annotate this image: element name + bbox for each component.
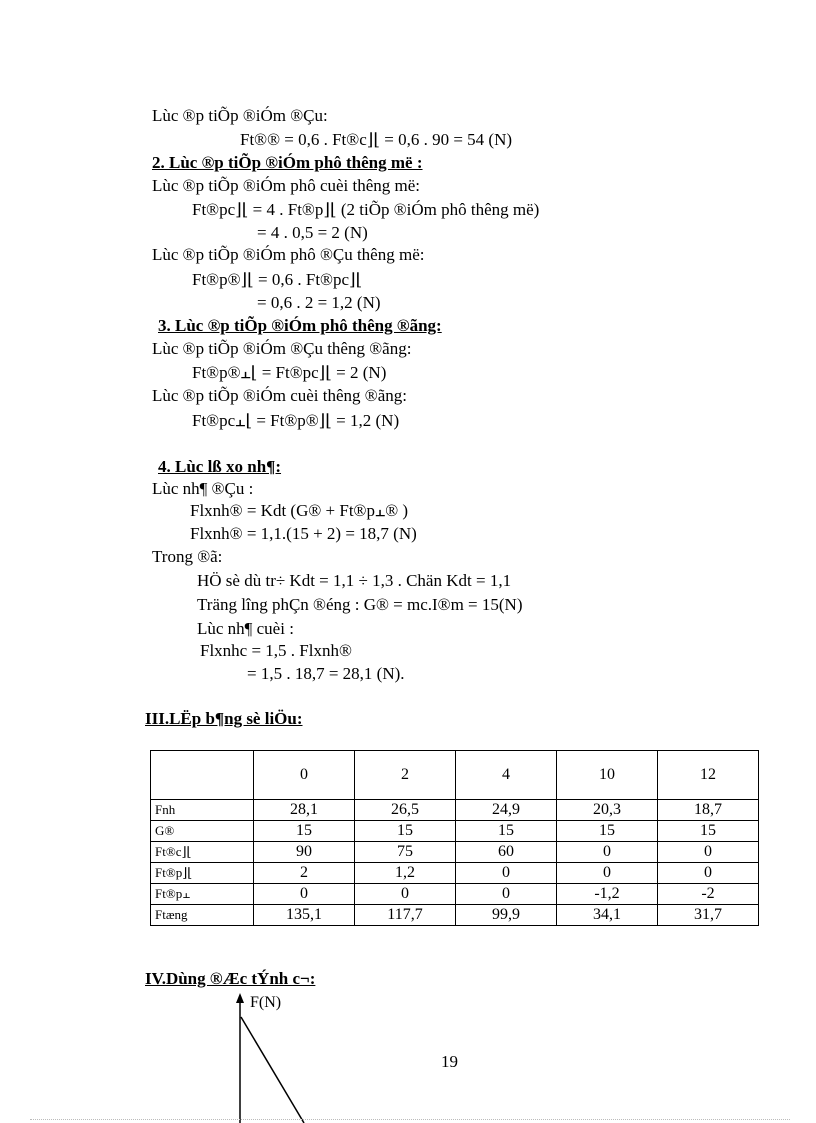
table-header-cell: 2 — [355, 751, 456, 800]
row-label: Ft®p⌋⌊ — [151, 863, 254, 884]
table-cell: 24,9 — [456, 800, 557, 821]
table-header-cell: 0 — [254, 751, 355, 800]
table-header-cell: 4 — [456, 751, 557, 800]
row-label: G® — [151, 821, 254, 842]
table-cell: 60 — [456, 842, 557, 863]
table-header-cell: 10 — [557, 751, 658, 800]
divider — [30, 1119, 790, 1120]
page-number: 19 — [441, 1052, 458, 1071]
table-header-cell: 12 — [658, 751, 759, 800]
text-line: Trong ®ã: — [152, 547, 223, 566]
table-cell: 0 — [355, 884, 456, 905]
table-cell: 0 — [658, 863, 759, 884]
table-row — [151, 842, 759, 863]
table-cell: 135,1 — [254, 905, 355, 926]
row-label: Ftæng — [151, 905, 254, 926]
table-header-cell — [151, 751, 254, 800]
table-cell: 15 — [254, 821, 355, 842]
table-row — [151, 905, 759, 926]
formula-line: Ft®pc⫠⌊ = Ft®p®⌋⌊ = 1,2 (N) — [192, 411, 400, 430]
table-cell: 28,1 — [254, 800, 355, 821]
table-row — [151, 821, 759, 842]
row-label: Ft®c⌋⌊ — [151, 842, 254, 863]
table-cell: -1,2 — [557, 884, 658, 905]
text-line: Lùc ®p tiÕp ®iÓm ®Çu thêng ®ãng: — [152, 339, 412, 358]
table-row — [151, 884, 759, 905]
table-cell: -2 — [658, 884, 759, 905]
table-row — [151, 863, 759, 884]
table-cell: 15 — [658, 821, 759, 842]
formula-line: = 0,6 . 2 = 1,2 (N) — [257, 293, 381, 312]
text-line: Lùc nh¶ cuèi : — [197, 619, 294, 638]
text-line: Lùc ®p tiÕp ®iÓm phô cuèi thêng më: — [152, 176, 421, 195]
y-axis-label: F(N) — [250, 994, 282, 1011]
table-cell: 15 — [456, 821, 557, 842]
table-cell: 0 — [254, 884, 355, 905]
formula-line: Ft®p®⌋⌊ = 0,6 . Ft®pc⌋⌊ — [192, 270, 363, 289]
table-cell: 117,7 — [355, 905, 456, 926]
table-header-row — [151, 751, 759, 800]
table-cell: 1,2 — [355, 863, 456, 884]
table-cell: 99,9 — [456, 905, 557, 926]
section-heading: 2. Lùc ®p tiÕp ®iÓm phô thêng më : — [152, 153, 423, 172]
arrow-up-icon — [236, 993, 244, 1003]
section-heading: 4. Lùc lß xo nh¶: — [158, 457, 282, 476]
force-graph — [230, 990, 320, 1123]
text-line: Lùc ®p tiÕp ®iÓm ®Çu: — [152, 106, 328, 125]
table-cell: 0 — [658, 842, 759, 863]
table-cell: 2 — [254, 863, 355, 884]
table-cell: 0 — [456, 884, 557, 905]
formula-line: Ft®p®⫠⌊ = Ft®pc⌋⌊ = 2 (N) — [192, 363, 387, 382]
formula-line: = 1,5 . 18,7 = 28,1 (N). — [247, 664, 405, 683]
text-line: HÖ sè dù tr÷ Kdt = 1,1 ÷ 1,3 . Chän Kdt = 1,1 — [197, 571, 512, 590]
formula-line: Flxnh® = Kdt (G® + Ft®p⫠® ) — [190, 501, 409, 520]
table-cell: 26,5 — [355, 800, 456, 821]
table-cell: 0 — [456, 863, 557, 884]
formula-line: Ft®® = 0,6 . Ft®c⌋⌊ = 0,6 . 90 = 54 (N) — [240, 130, 513, 149]
section-heading: IV.Dùng ®Æc tÝnh c¬: — [145, 969, 316, 988]
formula-line: = 4 . 0,5 = 2 (N) — [257, 223, 368, 242]
table-cell: 75 — [355, 842, 456, 863]
table-cell: 31,7 — [658, 905, 759, 926]
table-cell: 90 — [254, 842, 355, 863]
text-line: Lùc ®p tiÕp ®iÓm cuèi thêng ®ãng: — [152, 386, 407, 405]
data-table — [150, 750, 759, 926]
section-heading: III.LËp b¶ng sè liÖu: — [145, 709, 303, 728]
table-cell: 0 — [557, 842, 658, 863]
row-label: Ft®p⫠ — [151, 884, 254, 905]
table-cell: 0 — [557, 863, 658, 884]
table-cell: 18,7 — [658, 800, 759, 821]
table-cell: 34,1 — [557, 905, 658, 926]
table-cell: 15 — [355, 821, 456, 842]
row-label: Fnh — [151, 800, 254, 821]
section-heading: 3. Lùc ®p tiÕp ®iÓm phô thêng ®ãng: — [158, 316, 442, 335]
table-row — [151, 800, 759, 821]
formula-line: Flxnh® = 1,1.(15 + 2) = 18,7 (N) — [190, 524, 417, 543]
table-cell: 20,3 — [557, 800, 658, 821]
force-curve — [241, 1017, 304, 1123]
formula-line: Ft®pc⌋⌊ = 4 . Ft®p⌋⌊ (2 tiÕp ®iÓm phô thêng më) — [192, 200, 540, 219]
formula-line: Flxnhc = 1,5 . Flxnh® — [200, 641, 352, 660]
text-line: Träng lîng phÇn ®éng : G® = mc.I®m = 15(N) — [197, 595, 523, 614]
text-line: Lùc ®p tiÕp ®iÓm phô ®Çu thêng më: — [152, 245, 425, 264]
text-line: Lùc nh¶ ®Çu : — [152, 479, 254, 498]
table-cell: 15 — [557, 821, 658, 842]
